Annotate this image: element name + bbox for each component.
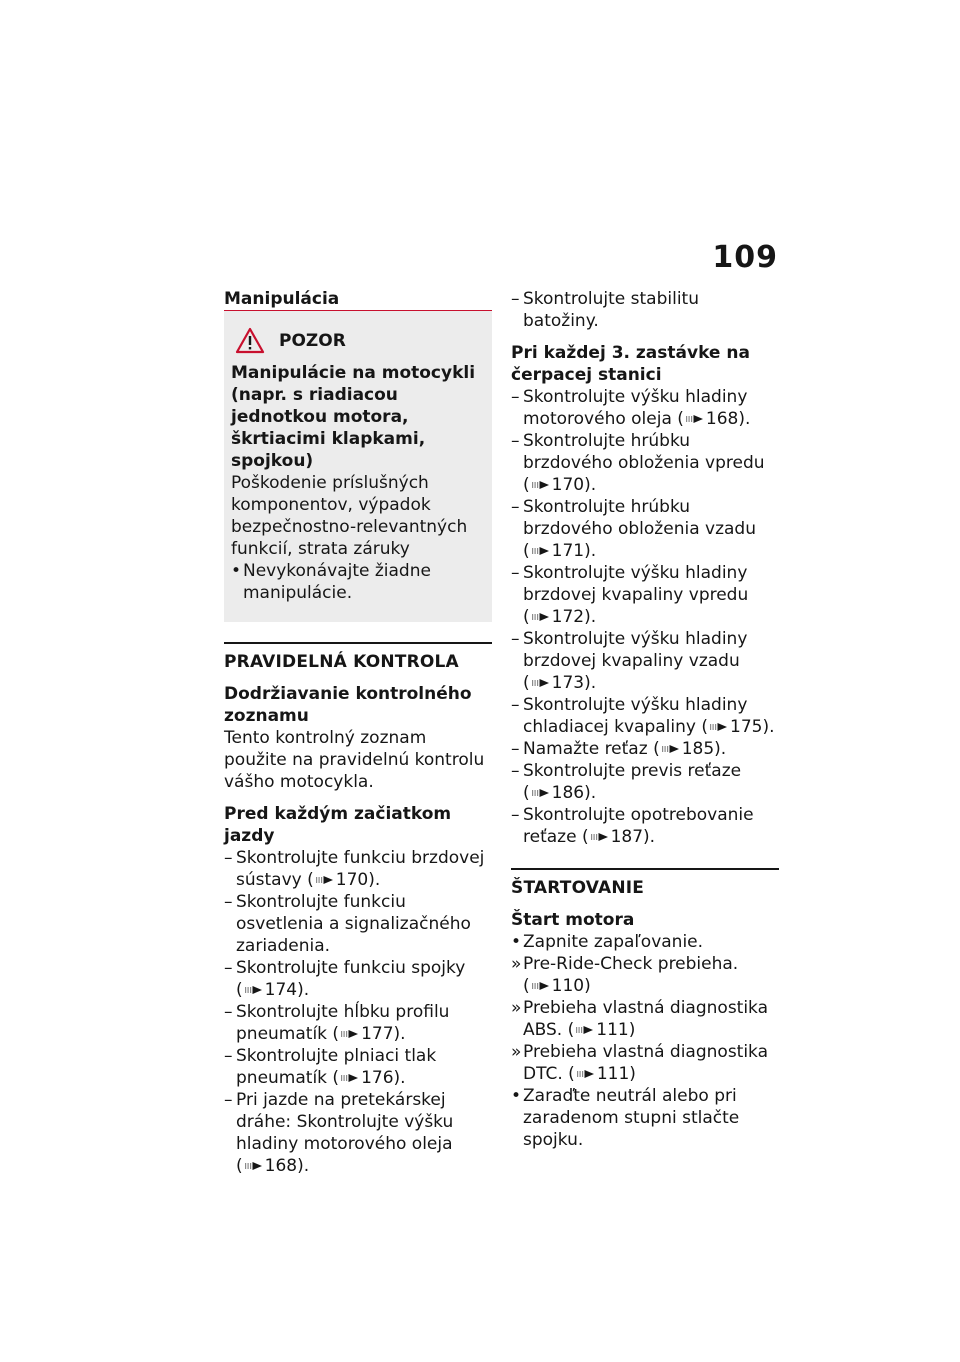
- list-item: [511, 738, 779, 760]
- warning-label: POZOR: [279, 330, 346, 351]
- before-ride-title: Pred každým začiatkom jazdy: [224, 804, 452, 846]
- reference-arrow-icon: [341, 1073, 359, 1083]
- page-reference[interactable]: ( 170).: [523, 475, 597, 495]
- start-engine-title: Štart motora: [511, 910, 635, 930]
- list-item-text: [523, 496, 779, 562]
- list-item: [511, 628, 779, 694]
- page-reference[interactable]: ( 173).: [523, 673, 597, 693]
- list-item-text: [523, 1085, 779, 1151]
- bullet-mark: »: [511, 954, 522, 974]
- item-text: Prebieha vlastná diagnostika DTC.: [523, 1042, 769, 1084]
- dash-mark: –: [224, 892, 233, 912]
- reference-page: 177).: [361, 1024, 406, 1044]
- dash-mark: –: [511, 629, 520, 649]
- page-reference[interactable]: ( 172).: [523, 607, 597, 627]
- luggage-list: [511, 288, 779, 332]
- list-item: [511, 953, 779, 997]
- list-item: [224, 847, 492, 891]
- reference-arrow-icon: [532, 678, 550, 688]
- reference-page: 171).: [551, 541, 597, 561]
- manipulation-title: Manipulácia: [224, 289, 340, 309]
- list-item-text: [523, 430, 779, 496]
- dash-mark: –: [511, 695, 520, 715]
- item-text: Skontrolujte plniaci tlak pneumatík: [236, 1046, 437, 1088]
- item-text: Skontrolujte výšku hladiny chladiacej kvapaliny: [523, 695, 748, 737]
- list-item: [511, 804, 779, 848]
- list-item: [224, 1089, 492, 1177]
- dash-mark: –: [224, 848, 233, 868]
- reference-arrow-icon: [245, 985, 263, 995]
- reference-arrow-icon: [532, 480, 550, 490]
- list-item-text: [523, 1041, 779, 1085]
- page-reference[interactable]: ( 185).: [653, 739, 727, 759]
- list-item-text: Skontrolujte stabilitu batožiny.: [523, 289, 699, 331]
- reference-arrow-icon: [532, 788, 550, 798]
- page-reference[interactable]: ( 176).: [332, 1068, 406, 1088]
- reference-page: 174).: [264, 980, 310, 1000]
- reference-arrow-icon: [710, 722, 728, 732]
- reference-page: 172).: [551, 607, 597, 627]
- dash-mark: –: [511, 563, 520, 583]
- item-text: Namažte reťaz: [523, 739, 648, 759]
- list-item: [224, 1045, 492, 1089]
- item-text: Prebieha vlastná diagnostika ABS.: [523, 998, 769, 1040]
- dash-mark: –: [511, 497, 520, 517]
- reference-page: 111): [596, 1020, 636, 1040]
- list-item-text: [236, 957, 492, 1001]
- bullet-mark: •: [511, 932, 522, 952]
- reference-arrow-icon: [576, 1025, 594, 1035]
- reference-page: 175).: [730, 717, 775, 737]
- page-reference[interactable]: ( 171).: [523, 541, 597, 561]
- reference-page: 173).: [551, 673, 597, 693]
- page-reference[interactable]: ( 111): [568, 1064, 636, 1084]
- list-item-text: [523, 386, 779, 430]
- list-item: [511, 562, 779, 628]
- reference-arrow-icon: [532, 981, 550, 991]
- left-column: [224, 288, 492, 1187]
- list-item: [224, 1001, 492, 1045]
- list-item: [511, 430, 779, 496]
- reference-page: 170).: [551, 475, 597, 495]
- fuel-stop-list: [511, 386, 779, 848]
- bullet-mark: »: [511, 1042, 522, 1062]
- page-reference[interactable]: ( 168).: [677, 409, 751, 429]
- list-item-text: [523, 997, 779, 1041]
- dash-mark: –: [511, 761, 520, 781]
- page-reference[interactable]: ( 177).: [332, 1024, 406, 1044]
- warning-bullet-text: Nevykonávajte žiadne manipulácie.: [243, 561, 431, 603]
- list-item: [511, 386, 779, 430]
- reference-page: 176).: [361, 1068, 406, 1088]
- item-text: Pre-Ride-Check prebieha.: [523, 954, 739, 974]
- item-text: Skontrolujte hĺbku profilu pneumatík: [236, 1002, 450, 1044]
- item-text: Zaraďte neutrál alebo pri zaradenom stupni stlačte spojku.: [523, 1086, 740, 1150]
- reference-arrow-icon: [532, 546, 550, 556]
- list-item-text: [523, 953, 779, 997]
- dash-mark: –: [224, 1046, 233, 1066]
- list-item-text: [523, 694, 779, 738]
- item-text: Skontrolujte výšku hladiny brzdovej kvapaliny vzadu: [523, 629, 748, 671]
- reference-arrow-icon: [686, 414, 704, 424]
- reference-arrow-icon: [532, 612, 550, 622]
- list-item-text: [523, 562, 779, 628]
- warning-title: Manipulácie na motocykli (napr. s riadiacou jednotkou motora, škrtiacimi klapkami, spojkou): [231, 363, 476, 471]
- warning-text: Poškodenie príslušných komponentov, výpadok bezpečnostno-relevantných funkcií, strata záruky: [231, 473, 468, 559]
- item-text: Skontrolujte hrúbku brzdového obloženia vpredu: [523, 431, 765, 473]
- warning-bullet: [231, 560, 486, 604]
- right-column: [511, 288, 779, 1161]
- item-text: Pri jazde na pretekárskej dráhe: Skontrolujte výšku hladiny motorového oleja: [236, 1090, 454, 1154]
- reference-page: 110): [551, 976, 591, 996]
- page-number: 109: [712, 240, 778, 275]
- list-item: [224, 957, 492, 1001]
- bullet-mark: •: [511, 1086, 522, 1106]
- list-item-text: [523, 760, 779, 804]
- list-item: [511, 288, 779, 332]
- warning-box: [224, 310, 492, 622]
- dash-mark: –: [511, 739, 520, 759]
- page-reference[interactable]: ( 175).: [701, 717, 775, 737]
- checklist-intro: Tento kontrolný zoznam použite na pravidelnú kontrolu vášho motocykla.: [224, 728, 485, 792]
- reference-arrow-icon: [662, 744, 680, 754]
- warning-triangle-icon: [235, 327, 265, 354]
- page-reference[interactable]: ( 110): [523, 976, 591, 996]
- list-item-text: [523, 628, 779, 694]
- section-title-starting: ŠTARTOVANIE: [511, 868, 779, 899]
- page-reference[interactable]: ( 186).: [523, 783, 597, 803]
- checklist-subtitle: Dodržiavanie kontrolného zoznamu: [224, 684, 472, 726]
- item-text: Skontrolujte funkciu osvetlenia a signalizačného zariadenia.: [236, 892, 471, 956]
- reference-page: 186).: [551, 783, 597, 803]
- reference-arrow-icon: [341, 1029, 359, 1039]
- dash-mark: –: [511, 805, 520, 825]
- reference-page: 111): [596, 1064, 636, 1084]
- item-text: Zapnite zapaľovanie.: [523, 932, 704, 952]
- dash-mark: –: [511, 431, 520, 451]
- list-item-text: [523, 738, 779, 760]
- list-item-text: [523, 804, 779, 848]
- reference-arrow-icon: [591, 832, 609, 842]
- item-text: Skontrolujte funkciu spojky: [236, 958, 466, 978]
- fuel-stop-title: Pri každej 3. zastávke na čerpacej stanici: [511, 343, 750, 385]
- page-reference[interactable]: ( 174).: [236, 980, 310, 1000]
- list-item: [511, 694, 779, 738]
- item-text: Skontrolujte opotrebovanie reťaze: [523, 805, 754, 847]
- list-item-text: [236, 891, 492, 957]
- dash-mark: –: [224, 958, 233, 978]
- reference-page: 187).: [610, 827, 656, 847]
- page-reference[interactable]: ( 170).: [307, 870, 381, 890]
- item-text: Skontrolujte previs reťaze: [523, 761, 742, 781]
- list-item-text: [236, 847, 492, 891]
- reference-arrow-icon: [577, 1069, 595, 1079]
- bullet-mark: »: [511, 998, 522, 1018]
- item-text: Skontrolujte funkciu brzdovej sústavy: [236, 848, 485, 890]
- dash-mark: –: [224, 1002, 233, 1022]
- start-list: [511, 931, 779, 1151]
- dash-mark: –: [224, 1090, 233, 1110]
- item-text: Skontrolujte hrúbku brzdového obloženia vzadu: [523, 497, 756, 539]
- page-reference[interactable]: ( 187).: [581, 827, 656, 847]
- before-ride-list: [224, 847, 492, 1177]
- reference-page: 170).: [335, 870, 381, 890]
- page-reference[interactable]: ( 111): [567, 1020, 636, 1040]
- list-item-text: [236, 1001, 492, 1045]
- reference-page: 168).: [705, 409, 751, 429]
- warning-header: [231, 327, 486, 354]
- section-title-regular-check: PRAVIDELNÁ KONTROLA: [224, 642, 492, 673]
- item-text: Skontrolujte výšku hladiny brzdovej kvapaliny vpredu: [523, 563, 749, 605]
- reference-arrow-icon: [245, 1161, 263, 1171]
- bullet-mark: •: [231, 561, 242, 581]
- list-item-text: [236, 1089, 492, 1177]
- item-text: Skontrolujte výšku hladiny motorového oleja: [523, 387, 748, 429]
- list-item: [511, 496, 779, 562]
- dash-mark: –: [511, 387, 520, 407]
- list-item-text: [523, 931, 779, 953]
- list-item: [511, 1085, 779, 1151]
- list-item: [511, 997, 779, 1041]
- page-reference[interactable]: ( 168).: [236, 1156, 310, 1176]
- list-item: [511, 1041, 779, 1085]
- list-item: [224, 891, 492, 957]
- reference-page: 185).: [681, 739, 727, 759]
- list-item: [511, 760, 779, 804]
- reference-page: 168).: [264, 1156, 310, 1176]
- list-item-text: [236, 1045, 492, 1089]
- reference-arrow-icon: [316, 875, 334, 885]
- list-item: [511, 931, 779, 953]
- dash-mark: –: [511, 289, 520, 309]
